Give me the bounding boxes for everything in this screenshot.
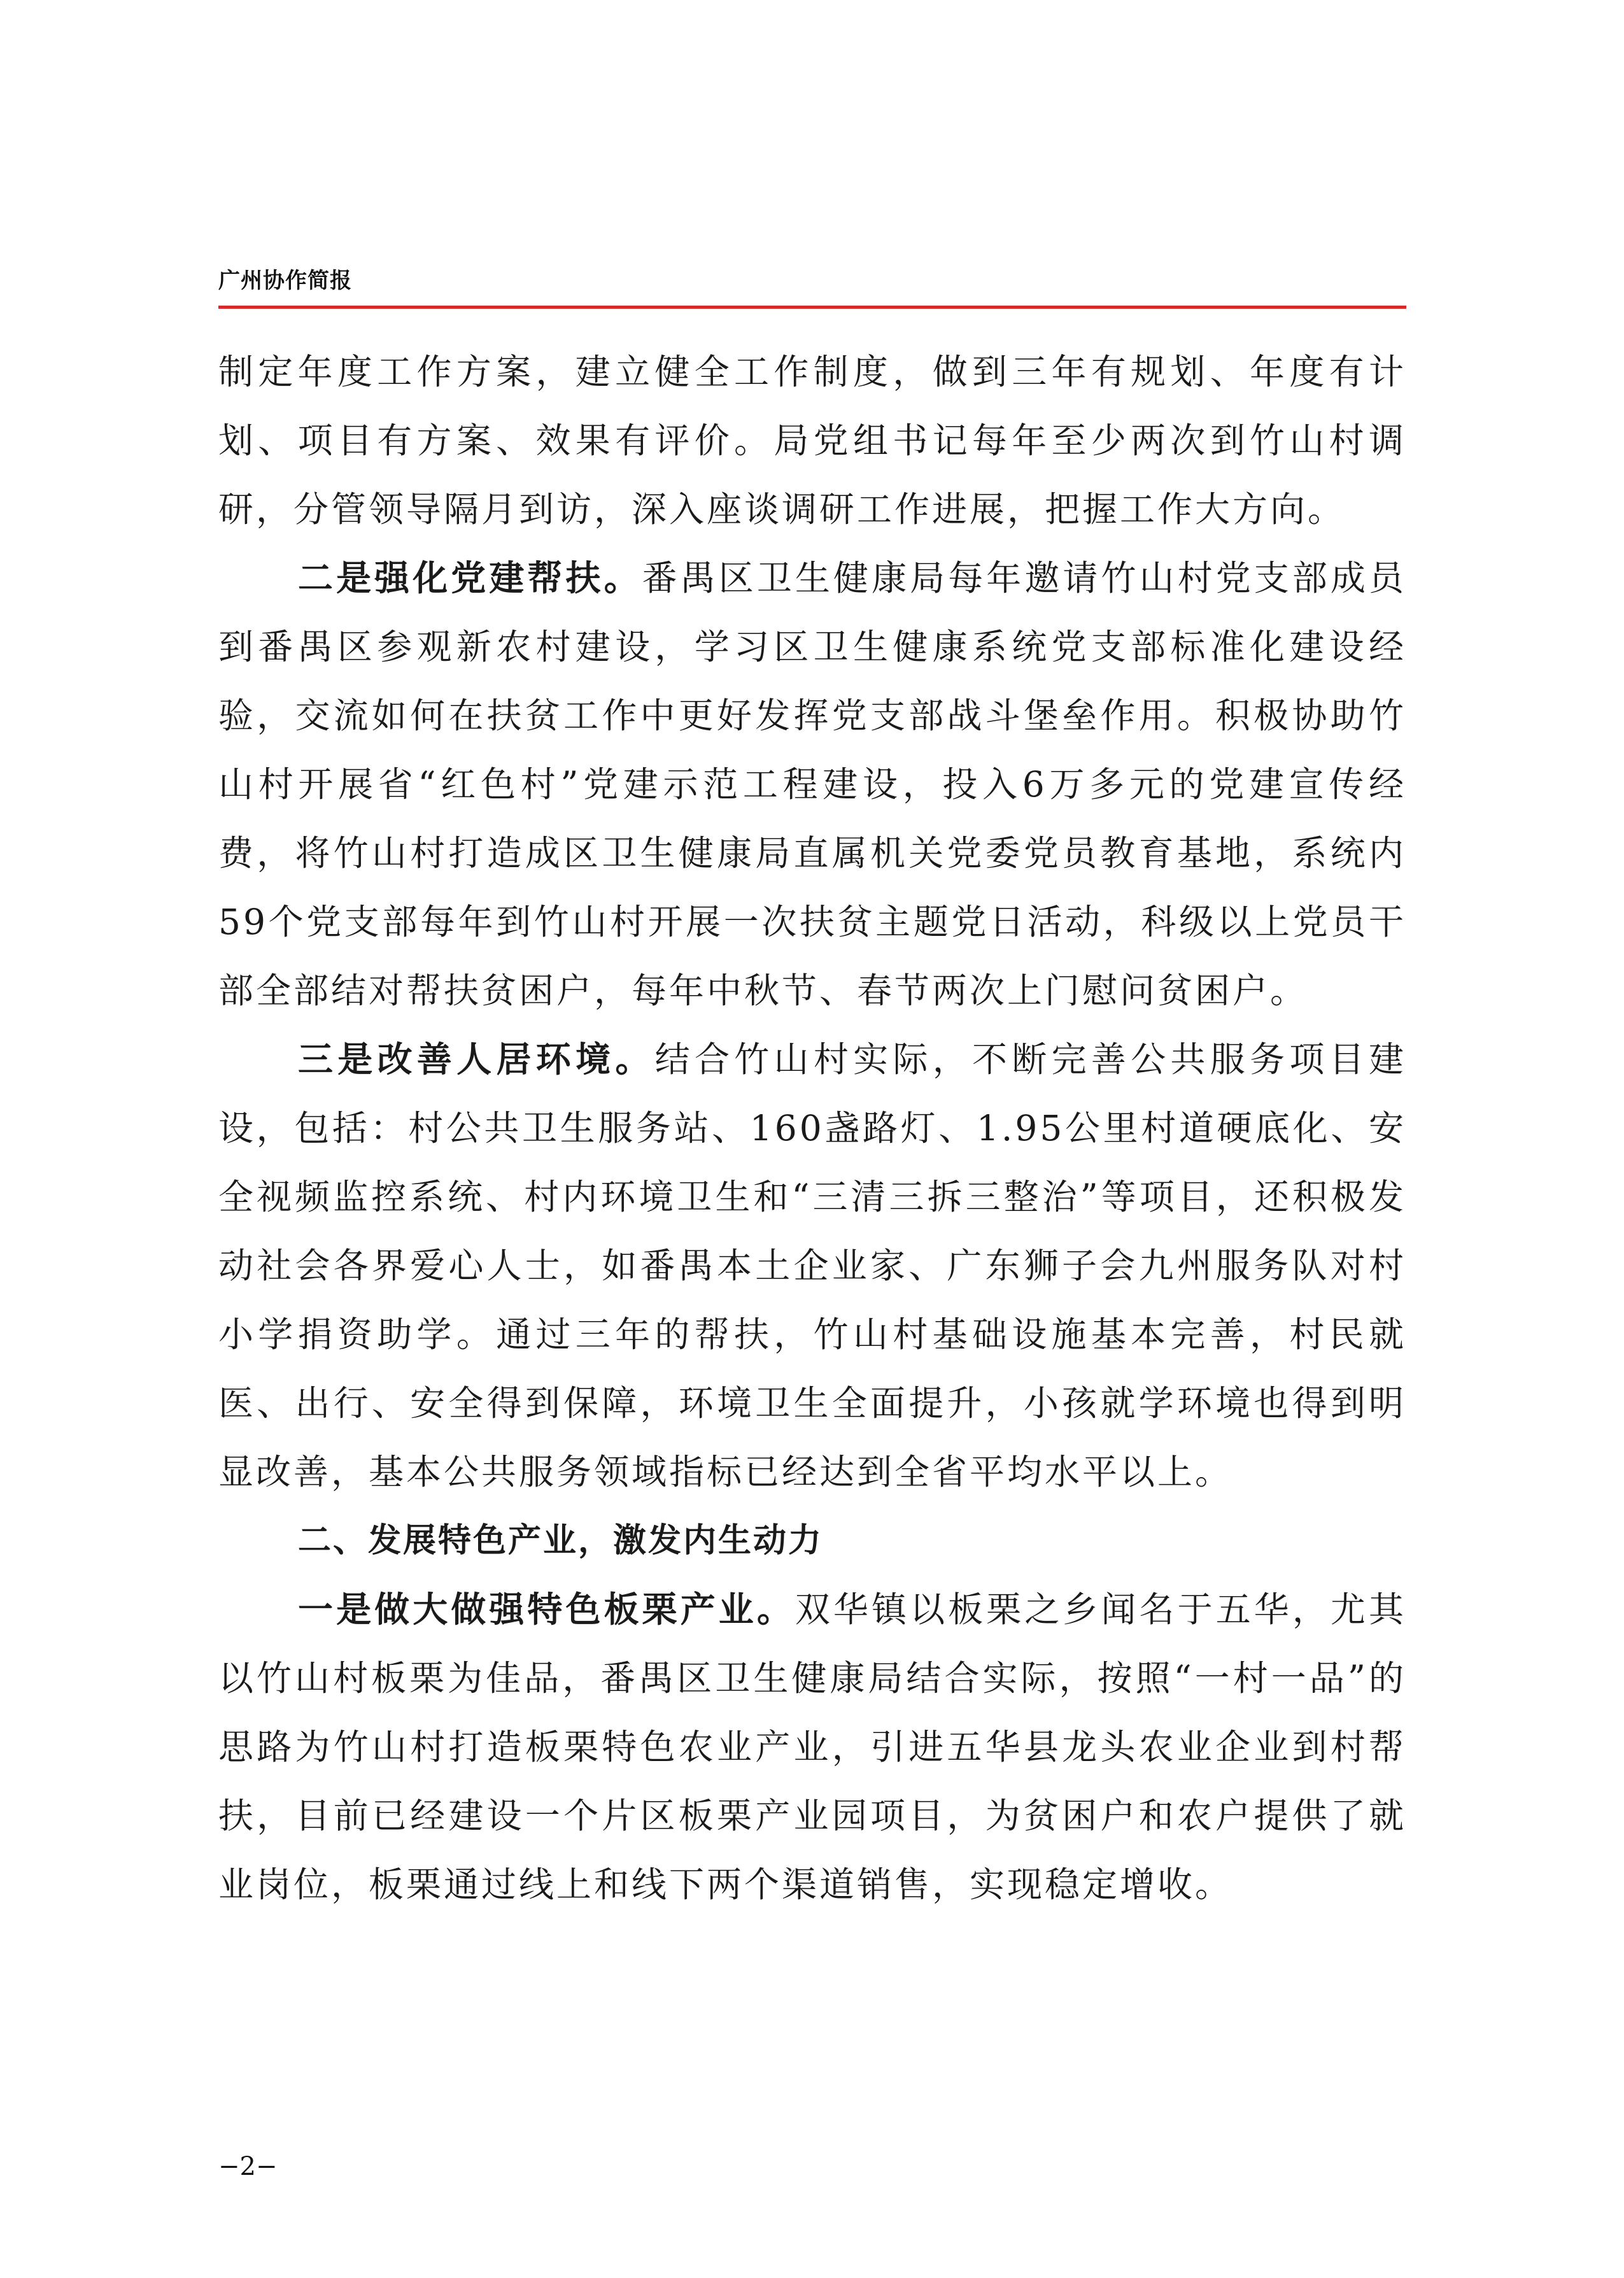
section-heading: 二、发展特色产业，激发内生动力: [298, 1522, 824, 1560]
paragraph-lead: 一是做大做强特色板栗产业。: [298, 1588, 795, 1630]
paragraph-chestnut-industry: [218, 1575, 1406, 1919]
body-text: [218, 337, 1406, 1919]
paragraph-lead: 二是强化党建帮扶。: [298, 557, 642, 598]
paragraph-lead: 三是改善人居环境。: [298, 1038, 655, 1080]
header-title: 广州协作简报: [218, 268, 352, 294]
paragraph-text: 双华镇以板栗之乡闻名于五华，尤其以竹山村板栗为佳品，番禺区卫生健康局结合实际，按照“一村一品”的思路为竹山村打造板栗特色农业产业，引进五华县龙头农业企业到村帮扶，目前已经建设一个片区板栗产业园项目，为贫困户和农户提供了就业岗位，板栗通过线上和线下两个渠道销售，实现稳定增收。: [218, 1589, 1406, 1905]
paragraph-text: 番禺区卫生健康局每年邀请竹山村党支部成员到番禺区参观新农村建设，学习区卫生健康系统党支部标准化建设经验，交流如何在扶贫工作中更好发挥党支部战斗堡垒作用。积极协助竹山村开展省“红色村”党建示范工程建设，投入6万多元的党建宣传经费，将竹山村打造成区卫生健康局直属机关党委党员教育基地，系统内59个党支部每年到竹山村开展一次扶贫主题党日活动，科级以上党员干部全部结对帮扶贫困户，每年中秋节、春节两次上门慰问贫困户。: [218, 558, 1406, 1011]
paragraph-party-building: [218, 544, 1406, 1025]
paragraph-continuation: 制定年度工作方案，建立健全工作制度，做到三年有规划、年度有计划、项目有方案、效果有评价。局党组书记每年至少两次到竹山村调研，分管领导隔月到访，深入座谈调研工作进展，把握工作大方向。: [218, 351, 1406, 530]
page-number: −2−: [218, 2152, 278, 2181]
paragraph-living-environment: [218, 1025, 1406, 1506]
header-rule: [218, 306, 1406, 309]
paragraph-text: 结合竹山村实际，不断完善公共服务项目建设，包括：村公共卫生服务站、160盏路灯、1.95公里村道硬底化、安全视频监控系统、村内环境卫生和“三清三拆三整治”等项目，还积极发动社会各界爱心人士，如番禺本土企业家、广东狮子会九州服务队对村小学捐资助学。通过三年的帮扶，竹山村基础设施基本完善，村民就医、出行、安全得到保障，环境卫生全面提升，小孩就学环境也得到明显改善，基本公共服务领域指标已经达到全省平均水平以上。: [218, 1039, 1406, 1492]
